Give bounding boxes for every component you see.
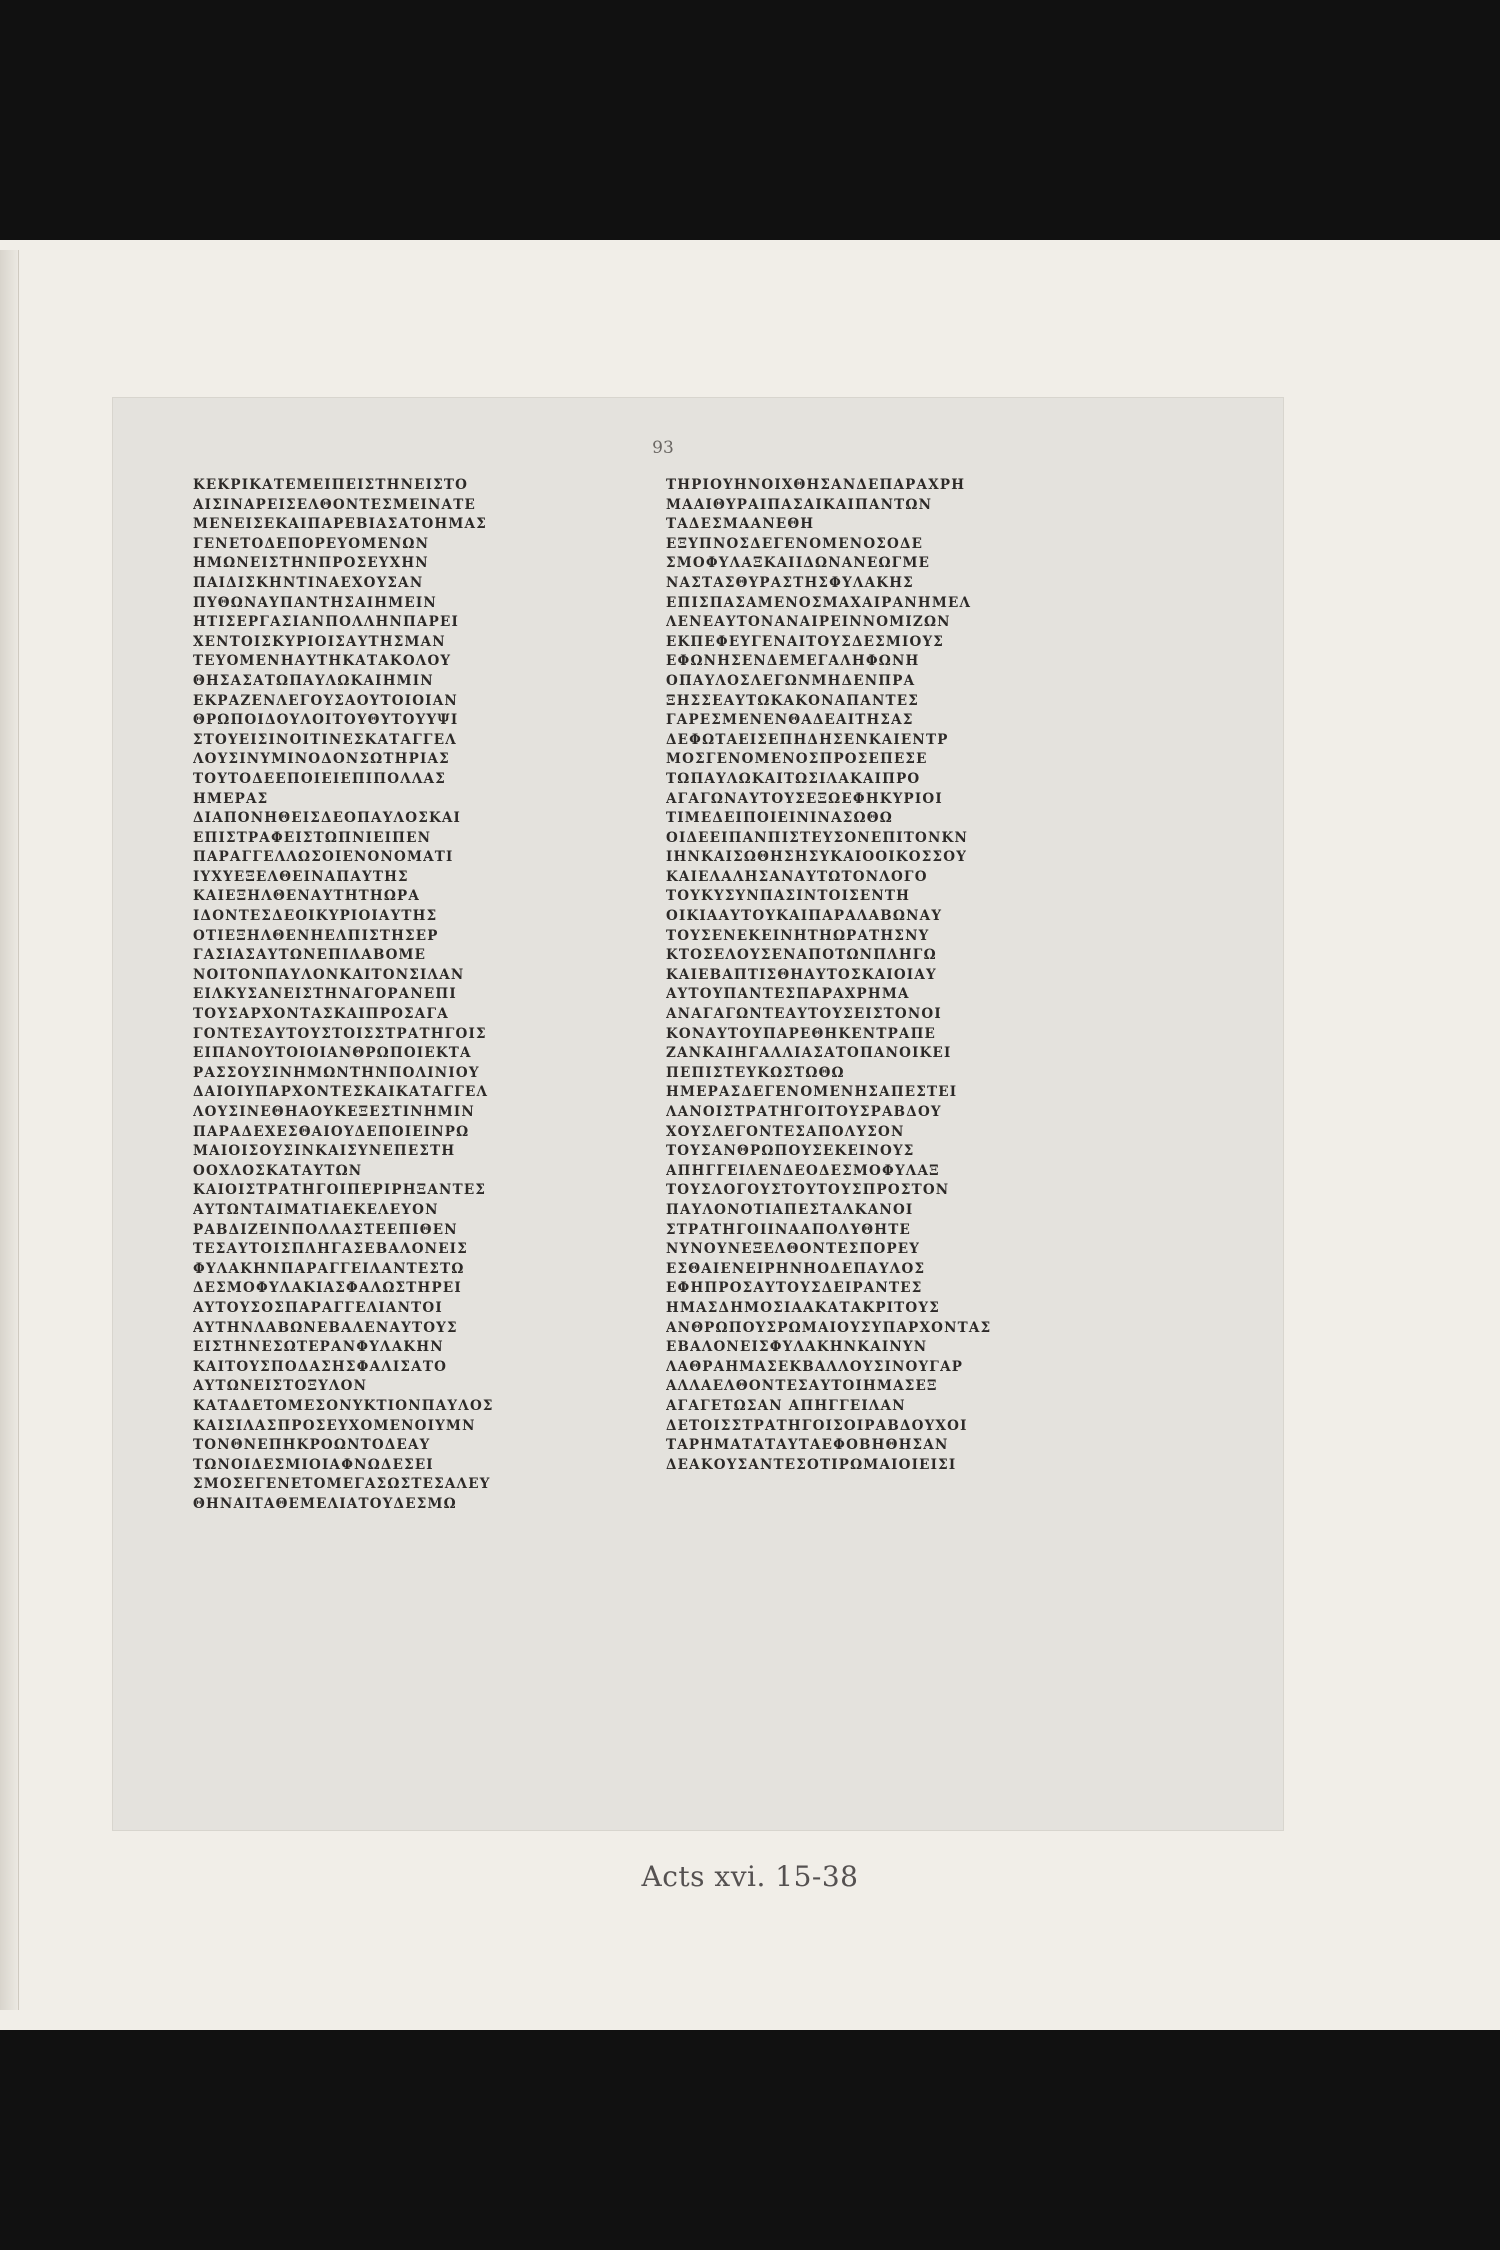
manuscript-line: ΑΝΑΓΑΓΩΝΤΕΑΥΤΟΥΣΕΙΣΤΟΝΟΙ (666, 1006, 942, 1023)
manuscript-line: ΞΗΣΣΕΑΥΤΩΚΑΚΟΝΑΠΑΝΤΕΣ (666, 692, 919, 709)
manuscript-line: ΤΩΝΟΙΔΕΣΜΙΟΙΑΦΝΩΔΕΣΕΙ (193, 1456, 434, 1473)
manuscript-line: ΜΑΑΙΘΥΡΑΙΠΑΣΑΙΚΑΙΠΑΝΤΩΝ (666, 496, 933, 513)
manuscript-line: ΕΙΛΚΥΣΑΝΕΙΣΤΗΝΑΓΟΡΑΝΕΠΙ (193, 986, 457, 1003)
manuscript-line: ΑΥΤΩΝΕΙΣΤΟΞΥΛΟΝ (193, 1378, 368, 1395)
manuscript-line: ΠΑΙΔΙΣΚΗΝΤΙΝΑΕΧΟΥΣΑΝ (193, 574, 424, 591)
manuscript-line: ΣΤΡΑΤΗΓΟΙΙΝΑΑΠΟΛΥΘΗΤΕ (666, 1221, 911, 1238)
manuscript-line: ΖΑΝΚΑΙΗΓΑΛΛΙΑΣΑΤΟΠΑΝΟΙΚΕΙ (666, 1045, 952, 1062)
manuscript-line: ΕΣΘΑΙΕΝΕΙΡΗΝΗΟΔΕΠΑΥΛΟΣ (666, 1260, 926, 1277)
manuscript-line: ΑΥΤΩΝΤΑΙΜΑΤΙΑΕΚΕΛΕΥΟΝ (193, 1201, 439, 1218)
manuscript-line: ΕΞΥΠΝΟΣΔΕΓΕΝΟΜΕΝΟΣΟΔΕ (666, 535, 924, 552)
manuscript-line: ΑΠΗΓΓΕΙΛΕΝΔΕΟΔΕΣΜΟΦΥΛΑΞ (666, 1162, 940, 1179)
manuscript-line: ΕΚΠΕΦΕΥΓΕΝΑΙΤΟΥΣΔΕΣΜΙΟΥΣ (666, 633, 945, 650)
manuscript-line: ΑΓΑΓΩΝΑΥΤΟΥΣΕΞΩΕΦΗΚΥΡΙΟΙ (666, 790, 943, 807)
manuscript-line: ΛΕΝΕΑΥΤΟΝΑΝΑΙΡΕΙΝΝΟΜΙΖΩΝ (666, 614, 951, 631)
manuscript-line: ΗΜΕΡΑΣΔΕΓΕΝΟΜΕΝΗΣΑΠΕΣΤΕΙ (666, 1084, 958, 1101)
manuscript-line: ΜΟΣΓΕΝΟΜΕΝΟΣΠΡΟΣΕΠΕΣΕ (666, 751, 928, 768)
manuscript-line: ΗΤΙΣΕΡΓΑΣΙΑΝΠΟΛΛΗΝΠΑΡΕΙ (193, 614, 459, 631)
manuscript-line: ΛΑΘΡΑΗΜΑΣΕΚΒΑΛΛΟΥΣΙΝΟΥΓΑΡ (666, 1358, 964, 1375)
manuscript-line: ΤΑΡΗΜΑΤΑΤΑΥΤΑΕΦΟΒΗΘΗΣΑΝ (666, 1437, 949, 1454)
manuscript-line: ΑΥΤΟΥΠΑΝΤΕΣΠΑΡΑΧΡΗΜΑ (666, 986, 910, 1003)
manuscript-line: ΘΡΩΠΟΙΔΟΥΛΟΙΤΟΥΘΥΤΟΥΥΨΙ (193, 712, 459, 729)
manuscript-line: ΙΔΟΝΤΕΣΔΕΟΙΚΥΡΙΟΙΑΥΤΗΣ (193, 908, 438, 925)
manuscript-line: ΛΟΥΣΙΝΕΘΗΑΟΥΚΕΞΕΣΤΙΝΗΜΙΝ (193, 1104, 475, 1120)
manuscript-line: ΡΑΣΣΟΥΣΙΝΗΜΩΝΤΗΝΠΟΛΙΝΙΟΥ (193, 1064, 480, 1081)
manuscript-line: ΕΠΙΣΤΡΑΦΕΙΣΤΩΠΝΙΕΙΠΕΝ (193, 829, 432, 846)
manuscript-line: ΗΜΩΝΕΙΣΤΗΝΠΡΟΣΕΥΧΗΝ (193, 555, 429, 572)
manuscript-line: ΛΟΥΣΙΝΥΜΙΝΟΔΟΝΣΩΤΗΡΙΑΣ (193, 751, 450, 768)
manuscript-line: ΤΑΔΕΣΜΑΑΝΕΘΗ (666, 516, 815, 533)
manuscript-line: ΠΥΘΩΝΑΥΠΑΝΤΗΣΑΙΗΜΕΙΝ (193, 594, 437, 611)
page-number: 93 (652, 438, 674, 458)
manuscript-line: ΕΦΗΠΡΟΣΑΥΤΟΥΣΔΕΙΡΑΝΤΕΣ (666, 1280, 923, 1297)
manuscript-line: ΦΥΛΑΚΗΝΠΑΡΑΓΓΕΙΛΑΝΤΕΣΤΩ (193, 1260, 465, 1277)
manuscript-line: ΕΙΠΑΝΟΥΤΟΙΟΙΑΝΘΡΩΠΟΙΕΚΤΑ (193, 1045, 472, 1062)
manuscript-line: ΤΟΝΘΝΕΠΗΚΡΟΩΝΤΟΔΕΑΥ (193, 1437, 431, 1454)
plate-caption: Acts xvi. 15-38 (641, 1860, 859, 1893)
manuscript-line: ΠΕΠΙΣΤΕΥΚΩΣΤΩΘΩ (666, 1064, 845, 1081)
right-column (666, 476, 1151, 1475)
manuscript-line: ΙΥΧΥΕΞΕΛΘΕΙΝΑΠΑΥΤΗΣ (193, 868, 409, 885)
manuscript-plate (113, 398, 1283, 1830)
manuscript-line: ΤΟΥΣΕΝΕΚΕΙΝΗΤΗΩΡΑΤΗΣΝΥ (666, 927, 930, 944)
manuscript-line: ΤΟΥΣΑΡΧΟΝΤΑΣΚΑΙΠΡΟΣΑΓΑ (193, 1006, 449, 1023)
manuscript-line: ΠΑΡΑΔΕΧΕΣΘΑΙΟΥΔΕΠΟΙΕΙΝΡΩ (193, 1123, 470, 1140)
manuscript-line: ΧΟΥΣΛΕΓΟΝΤΕΣΑΠΟΛΥΣΟΝ (666, 1123, 905, 1140)
manuscript-line: ΟΙΚΙΑΑΥΤΟΥΚΑΙΠΑΡΑΛΑΒΩΝΑΥ (666, 908, 943, 925)
manuscript-line: ΚΟΝΑΥΤΟΥΠΑΡΕΘΗΚΕΝΤΡΑΠΕ (666, 1025, 937, 1042)
manuscript-line: ΠΑΡΑΓΓΕΛΛΩΣΟΙΕΝΟΝΟΜΑΤΙ (193, 849, 454, 866)
manuscript-line: ΟΟΧΛΟΣΚΑΤΑΥΤΩΝ (193, 1162, 363, 1179)
manuscript-line: ΤΙΜΕΔΕΙΠΟΙΕΙΝΙΝΑΣΩΘΩ (666, 810, 893, 827)
manuscript-line: ΕΠΙΣΠΑΣΑΜΕΝΟΣΜΑΧΑΙΡΑΝΗΜΕΛ (666, 594, 972, 611)
manuscript-line: ΕΒΑΛΟΝΕΙΣΦΥΛΑΚΗΝΚΑΙΝΥΝ (666, 1339, 928, 1356)
manuscript-line: ΤΕΥΟΜΕΝΗΑΥΤΗΚΑΤΑΚΟΛΟΥ (193, 653, 452, 670)
manuscript-line: ΝΥΝΟΥΝΕΞΕΛΘΟΝΤΕΣΠΟΡΕΥ (666, 1241, 921, 1258)
manuscript-line: ΤΩΠΑΥΛΩΚΑΙΤΩΣΙΛΑΚΑΙΠΡΟ (666, 770, 921, 787)
manuscript-line: ΝΑΣΤΑΣΘΥΡΑΣΤΗΣΦΥΛΑΚΗΣ (666, 574, 914, 591)
manuscript-line: ΡΑΒΔΙΖΕΙΝΠΟΛΛΑΣΤΕΕΠΙΘΕΝ (193, 1221, 458, 1238)
manuscript-line: ΣΤΟΥΕΙΣΙΝΟΙΤΙΝΕΣΚΑΤΑΓΓΕΛ (193, 731, 457, 748)
manuscript-line: ΙΗΝΚΑΙΣΩΘΗΣΗΣΥΚΑΙΟΟΙΚΟΣΣΟΥ (666, 849, 968, 866)
manuscript-line: ΚΑΙΕΞΗΛΘΕΝΑΥΤΗΤΗΩΡΑ (193, 888, 421, 905)
manuscript-line: ΔΕΑΚΟΥΣΑΝΤΕΣΟΤΙΡΩΜΑΙΟΙΕΙΣΙ (666, 1456, 957, 1473)
manuscript-line: ΑΥΤΟΥΣΟΣΠΑΡΑΓΓΕΛΙΑΝΤΟΙ (193, 1299, 443, 1316)
manuscript-line: ΘΗΝΑΙΤΑΘΕΜΕΛΙΑΤΟΥΔΕΣΜΩ (193, 1495, 457, 1512)
manuscript-line: ΚΑΙΕΛΑΛΗΣΑΝΑΥΤΩΤΟΝΛΟΓΟ (666, 868, 928, 885)
manuscript-line: ΜΑΙΟΙΣΟΥΣΙΝΚΑΙΣΥΝΕΠΕΣΤΗ (193, 1143, 456, 1160)
manuscript-line: ΓΑΣΙΑΣΑΥΤΩΝΕΠΙΛΑΒΟΜΕ (193, 947, 427, 964)
manuscript-line: ΔΑΙΟΙΥΠΑΡΧΟΝΤΕΣΚΑΙΚΑΤΑΓΓΕΛ (193, 1084, 489, 1101)
manuscript-line: ΝΟΙΤΟΝΠΑΥΛΟΝΚΑΙΤΟΝΣΙΛΑΝ (193, 966, 465, 983)
manuscript-line: ΧΕΝΤΟΙΣΚΥΡΙΟΙΣΑΥΤΗΣΜΑΝ (193, 633, 446, 650)
manuscript-line: ΓΕΝΕΤΟΔΕΠΟΡΕΥΟΜΕΝΩΝ (193, 535, 430, 552)
manuscript-line: ΤΗΡΙΟΥΗΝΟΙΧΘΗΣΑΝΔΕΠΑΡΑΧΡΗ (666, 477, 966, 493)
manuscript-line: ΚΑΙΕΒΑΠΤΙΣΘΗΑΥΤΟΣΚΑΙΟΙΑΥ (666, 966, 937, 983)
manuscript-line: ΑΛΛΑΕΛΘΟΝΤΕΣΑΥΤΟΙΗΜΑΣΕΞ (666, 1378, 938, 1395)
manuscript-line: ΔΕΣΜΟΦΥΛΑΚΙΑΣΦΑΛΩΣΤΗΡΕΙ (193, 1280, 462, 1297)
manuscript-line: ΘΗΣΑΣΑΤΩΠΑΥΛΩΚΑΙΗΜΙΝ (193, 672, 434, 689)
left-page-edge (0, 250, 19, 2010)
manuscript-line: ΔΕΦΩΤΑΕΙΣΕΠΗΔΗΣΕΝΚΑΙΕΝΤΡ (666, 731, 949, 748)
manuscript-line: ΤΟΥΚΥΣΥΝΠΑΣΙΝΤΟΙΣΕΝΤΗ (666, 888, 911, 905)
manuscript-line: ΔΕΤΟΙΣΣΤΡΑΤΗΓΟΙΣΟΙΡΑΒΔΟΥΧΟΙ (666, 1417, 968, 1434)
manuscript-line: ΤΕΣΑΥΤΟΙΣΠΛΗΓΑΣΕΒΑΛΟΝΕΙΣ (193, 1241, 468, 1258)
manuscript-line: ΟΤΙΕΞΗΛΘΕΝΗΕΛΠΙΣΤΗΣΕΡ (193, 927, 439, 944)
manuscript-line: ΚΑΙΣΙΛΑΣΠΡΟΣΕΥΧΟΜΕΝΟΙΥΜΝ (193, 1417, 476, 1434)
manuscript-line: ΚΕΚΡΙΚΑΤΕΜΕΙΠΕΙΣΤΗΝΕΙΣΤΟ (193, 477, 469, 493)
manuscript-line: ΓΑΡΕΣΜΕΝΕΝΘΑΔΕΑΙΤΗΣΑΣ (666, 712, 914, 729)
manuscript-line: ΟΙΔΕΕΙΠΑΝΠΙΣΤΕΥΣΟΝΕΠΙΤΟΝΚΝ (666, 829, 969, 846)
manuscript-line: ΔΙΑΠΟΝΗΘΕΙΣΔΕΟΠΑΥΛΟΣΚΑΙ (193, 810, 462, 827)
manuscript-line: ΣΜΟΦΥΛΑΞΚΑΙΙΔΩΝΑΝΕΩΓΜΕ (666, 555, 931, 572)
manuscript-line: ΠΑΥΛΟΝΟΤΙΑΠΕΣΤΑΛΚΑΝΟΙ (666, 1201, 914, 1218)
manuscript-line: ΟΠΑΥΛΟΣΛΕΓΩΝΜΗΔΕΝΠΡΑ (666, 672, 916, 689)
manuscript-line: ΗΜΕΡΑΣ (193, 790, 269, 807)
manuscript-line: ΚΑΙΤΟΥΣΠΟΔΑΣΗΣΦΑΛΙΣΑΤΟ (193, 1358, 448, 1375)
manuscript-line: ΤΟΥΤΟΔΕΕΠΟΙΕΙΕΠΙΠΟΛΛΑΣ (193, 770, 446, 787)
manuscript-line: ΕΙΣΤΗΝΕΣΩΤΕΡΑΝΦΥΛΑΚΗΝ (193, 1339, 444, 1356)
manuscript-line: ΣΜΟΣΕΓΕΝΕΤΟΜΕΓΑΣΩΣΤΕΣΑΛΕΥ (193, 1476, 491, 1493)
manuscript-line: ΗΜΑΣΔΗΜΟΣΙΑΑΚΑΤΑΚΡΙΤΟΥΣ (666, 1299, 940, 1316)
manuscript-line: ΜΕΝΕΙΣΕΚΑΙΠΑΡΕΒΙΑΣΑΤΟΗΜΑΣ (193, 516, 487, 533)
manuscript-line: ΤΟΥΣΛΟΓΟΥΣΤΟΥΤΟΥΣΠΡΟΣΤΟΝ (666, 1182, 950, 1199)
manuscript-line: ΑΥΤΗΝΛΑΒΩΝΕΒΑΛΕΝΑΥΤΟΥΣ (193, 1319, 458, 1336)
manuscript-line: ΕΚΡΑΖΕΝΛΕΓΟΥΣΑΟΥΤΟΙΟΙΑΝ (193, 692, 458, 709)
manuscript-line: ΛΑΝΟΙΣΤΡΑΤΗΓΟΙΤΟΥΣΡΑΒΔΟΥ (666, 1104, 942, 1120)
manuscript-line: ΕΦΩΝΗΣΕΝΔΕΜΕΓΑΛΗΦΩΝΗ (666, 653, 920, 670)
manuscript-line: ΑΝΘΡΩΠΟΥΣΡΩΜΑΙΟΥΣΥΠΑΡΧΟΝΤΑΣ (666, 1319, 992, 1336)
manuscript-line: ΓΟΝΤΕΣΑΥΤΟΥΣΤΟΙΣΣΤΡΑΤΗΓΟΙΣ (193, 1025, 487, 1042)
manuscript-line: ΚΑΙΟΙΣΤΡΑΤΗΓΟΙΠΕΡΙΡΗΞΑΝΤΕΣ (193, 1182, 487, 1199)
manuscript-line: ΑΙΣΙΝΑΡΕΙΣΕΛΘΟΝΤΕΣΜΕΙΝΑΤΕ (193, 496, 476, 513)
manuscript-line: ΑΓΑΓΕΤΩΣΑΝ ΑΠΗΓΓΕΙΛΑΝ (666, 1397, 906, 1414)
manuscript-line: ΚΑΤΑΔΕΤΟΜΕΣΟΝΥΚΤΙΟΝΠΑΥΛΟΣ (193, 1397, 494, 1414)
manuscript-line: ΚΤΟΣΕΛΟΥΣΕΝΑΠΟΤΩΝΠΛΗΓΩ (666, 947, 937, 964)
left-column (193, 476, 678, 1514)
manuscript-line: ΤΟΥΣΑΝΘΡΩΠΟΥΣΕΚΕΙΝΟΥΣ (666, 1143, 915, 1160)
